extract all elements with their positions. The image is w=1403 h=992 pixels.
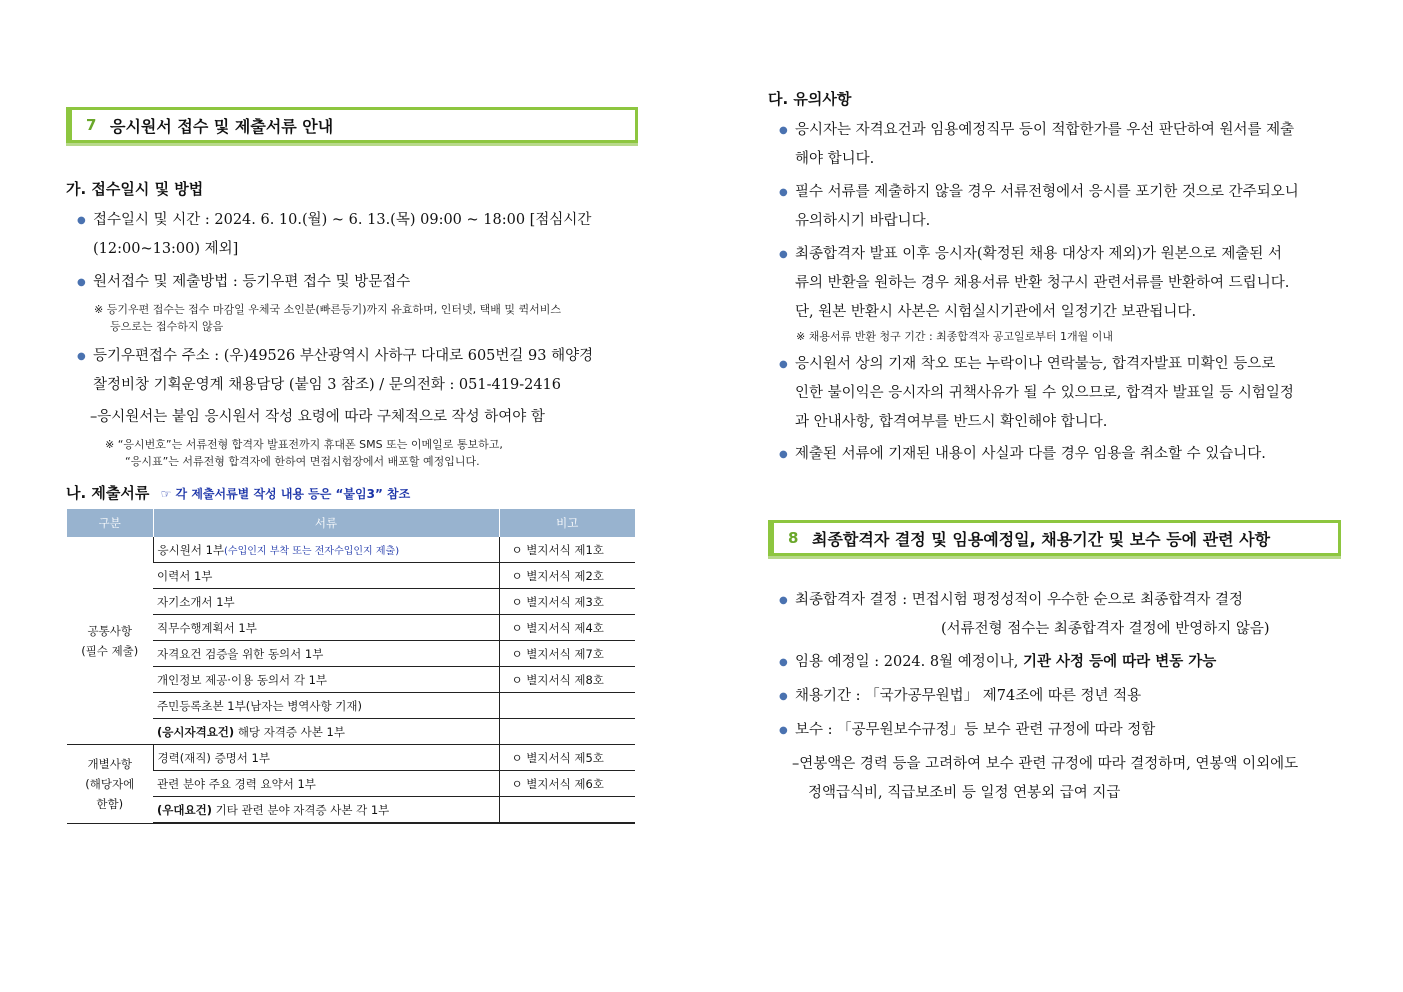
note-exam-number [105, 436, 645, 470]
section-title: 최종합격자 결정 및 임용예정일, 채용기간 및 보수 등에 관련 사항 [812, 529, 1271, 549]
bullet-eligibility-check [795, 116, 1355, 174]
subheading-na [66, 482, 410, 503]
remark-cell: ㅇ 별지서식 제5호 [499, 745, 635, 771]
text-line: –연봉액은 경력 등을 고려하여 보수 관련 규정에 따라 결정하며, 연봉액 이외에도 [792, 756, 1299, 772]
section-title: 응시원서 접수 및 제출서류 안내 [110, 116, 334, 136]
doc-cell [153, 797, 499, 824]
doc-cell [153, 537, 499, 563]
group-label: (해당자에 [85, 776, 135, 791]
table-row [67, 693, 635, 719]
text-line: ● 채용기간 : 「국가공무원법」 제74조에 따른 정년 적용 [795, 688, 1142, 704]
bullet-reception-date [93, 206, 653, 264]
remark-cell: ㅇ 별지서식 제4호 [499, 615, 635, 641]
doc-bold: (우대요건) [157, 802, 212, 817]
text-line: ● 원서접수 및 제출방법 : 등기우편 접수 및 방문접수 [93, 274, 411, 290]
doc-cell: 이력서 1부 [153, 563, 499, 589]
note-line: “응시표”는 서류전형 합격자에 한하여 면접시험장에서 배포할 예정입니다. [125, 455, 480, 468]
bullet-mail-address [93, 342, 653, 400]
text-line: 단, 원본 반환시 사본은 시험실시기관에서 일정기간 보관됩니다. [795, 304, 1197, 320]
remark-cell: ㅇ 별지서식 제6호 [499, 771, 635, 797]
doc-text: 응시원서 1부 [157, 542, 225, 557]
section-7-header [66, 107, 638, 143]
remark-cell: ㅇ 별지서식 제7호 [499, 641, 635, 667]
table-row [67, 667, 635, 693]
text-line: ● 보수 : 「공무원보수규정」등 보수 관련 규정에 따라 정함 [795, 722, 1156, 738]
note-line: ※ 등기우편 접수는 접수 마감일 우체국 소인분(빠른등기)까지 유효하며, 인터넷, 택배 및 퀵서비스 [94, 303, 562, 316]
bullet-applicant-responsibility [795, 350, 1355, 437]
text-line: ● 최종합격자 결정 : 면접시험 평정성적이 우수한 순으로 최종합격자 결정 [795, 592, 1243, 608]
text-line: ● 최종합격자 발표 이후 응시자(확정된 채용 대상자 제외)가 원본으로 제출된 서 [795, 246, 1283, 262]
text-line: (서류전형 점수는 최종합격자 결정에 반영하지 않음) [941, 621, 1270, 637]
doc-cell [153, 719, 499, 745]
text-plain: 임용 예정일 : 2024. 8월 예정이나, [795, 654, 1023, 670]
table-row [67, 537, 635, 563]
subheading-na-text: 나. 제출서류 [66, 484, 150, 502]
remark-cell [499, 797, 635, 824]
group-common [67, 537, 153, 745]
subheading-ga: 가. 접수일시 및 방법 [66, 180, 204, 198]
group-label: 개별사항 [87, 756, 132, 771]
column-header: 구분 [67, 509, 153, 537]
bullet-employment-period [795, 682, 1355, 711]
text-line: ● 응시자는 자격요건과 임용예정직무 등이 적합한가를 우선 판단하여 원서를 제출 [795, 122, 1295, 138]
doc-cell: 자기소개서 1부 [153, 589, 499, 615]
doc-note: (수입인지 부착 또는 전자수입인지 제출) [224, 545, 400, 557]
bullet-cancellation [795, 440, 1355, 469]
text-line: 찰정비창 기획운영계 채용담당 (붙임 3 참조) / 문의전화 : 051-419-2416 [93, 377, 561, 393]
table-row [67, 719, 635, 745]
remark-cell: ㅇ 별지서식 제1호 [499, 537, 635, 563]
remark-cell: ㅇ 별지서식 제2호 [499, 563, 635, 589]
group-label: 한함) [96, 796, 124, 811]
text-bold: 기관 사정 등에 따라 변동 가능 [1022, 654, 1217, 670]
note-return-period: ※ 채용서류 반환 청구 기간 : 최종합격자 공고일로부터 1개월 이내 [796, 330, 1114, 343]
section-number: 7 [86, 116, 97, 134]
text-line: 유의하시기 바랍니다. [795, 213, 931, 229]
doc-text: 기타 관련 분야 자격증 사본 각 1부 [211, 802, 390, 817]
bullet-salary [795, 716, 1355, 745]
remark-cell [499, 719, 635, 745]
text-line: ● 제출된 서류에 기재된 내용이 사실과 다를 경우 임용을 취소할 수 있습니다. [795, 446, 1266, 462]
bullet-appointment-date [795, 648, 1355, 677]
doc-cell: 경력(재직) 증명서 1부 [153, 745, 499, 771]
text-line: 해야 합니다. [795, 151, 875, 167]
reference-note: ☞ 각 제출서류별 작성 내용 등은 “붙임3” 참조 [160, 487, 411, 501]
text-line: 정액급식비, 직급보조비 등 일정 연봉외 급여 지급 [808, 785, 1121, 801]
text-line: (12:00~13:00) 제외] [93, 241, 239, 257]
doc-cell: 직무수행계획서 1부 [153, 615, 499, 641]
table-row [67, 771, 635, 797]
remark-cell [499, 693, 635, 719]
text-line: ● 필수 서류를 제출하지 않을 경우 서류전형에서 응시를 포기한 것으로 간주되오니 [795, 184, 1299, 200]
table-row [67, 641, 635, 667]
table-row [67, 745, 635, 771]
group-label: (필수 제출) [81, 643, 139, 658]
doc-cell: 개인정보 제공·이용 동의서 각 1부 [153, 667, 499, 693]
group-individual [67, 745, 153, 824]
bullet-required-docs [795, 178, 1355, 236]
table-header-row [67, 509, 635, 537]
group-label: 공통사항 [87, 623, 132, 638]
dash-salary-detail [792, 750, 1347, 808]
note-line: ※ “응시번호”는 서류전형 합격자 발표전까지 휴대폰 SMS 또는 이메일로 통보하고, [105, 438, 503, 451]
text-line: 류의 반환을 원하는 경우 채용서류 반환 청구시 관련서류를 반환하여 드립니다. [795, 275, 1290, 291]
text-line: ● 등기우편접수 주소 : (우)49526 부산광역시 사하구 다대로 605번길 93 해양경 [93, 348, 594, 364]
table-row [67, 563, 635, 589]
text-line: 과 안내사항, 합격여부를 반드시 확인해야 합니다. [795, 414, 1108, 430]
column-header: 서류 [153, 509, 499, 537]
text-line: ● 응시원서 상의 기재 착오 또는 누락이나 연락불능, 합격자발표 미확인 등으로 [795, 356, 1276, 372]
section-number: 8 [788, 529, 799, 547]
text-line: 인한 불이익은 응시자의 귀책사유가 될 수 있으므로, 합격자 발표일 등 시험일정 [795, 385, 1294, 401]
text-line: ● 접수일시 및 시간 : 2024. 6. 10.(월) ~ 6. 13.(목) 09:00 ~ 18:00 [점심시간 [93, 212, 592, 228]
documents-table [67, 509, 635, 824]
bullet-final-decision [795, 586, 1355, 644]
note-line: 등으로는 접수하지 않음 [110, 320, 224, 333]
dash-application-guide: –응시원서는 붙임 응시원서 작성 요령에 따라 구체적으로 작성 하여야 함 [90, 409, 545, 425]
table-row [67, 615, 635, 641]
doc-cell: 자격요건 검증을 위한 동의서 1부 [153, 641, 499, 667]
table-row [67, 797, 635, 824]
subheading-da: 다. 유의사항 [768, 90, 852, 108]
remark-cell: ㅇ 별지서식 제3호 [499, 589, 635, 615]
bullet-document-return [795, 240, 1355, 327]
column-header: 비고 [499, 509, 635, 537]
table-row [67, 589, 635, 615]
section-8-header [768, 520, 1341, 556]
doc-text: 해당 자격증 사본 1부 [234, 724, 345, 739]
doc-bold: (응시자격요건) [157, 724, 235, 739]
remark-cell: ㅇ 별지서식 제8호 [499, 667, 635, 693]
note-registered-mail [94, 301, 654, 335]
doc-cell: 주민등록초본 1부(남자는 병역사항 기재) [153, 693, 499, 719]
doc-cell: 관련 분야 주요 경력 요약서 1부 [153, 771, 499, 797]
bullet-reception-method [93, 268, 643, 297]
